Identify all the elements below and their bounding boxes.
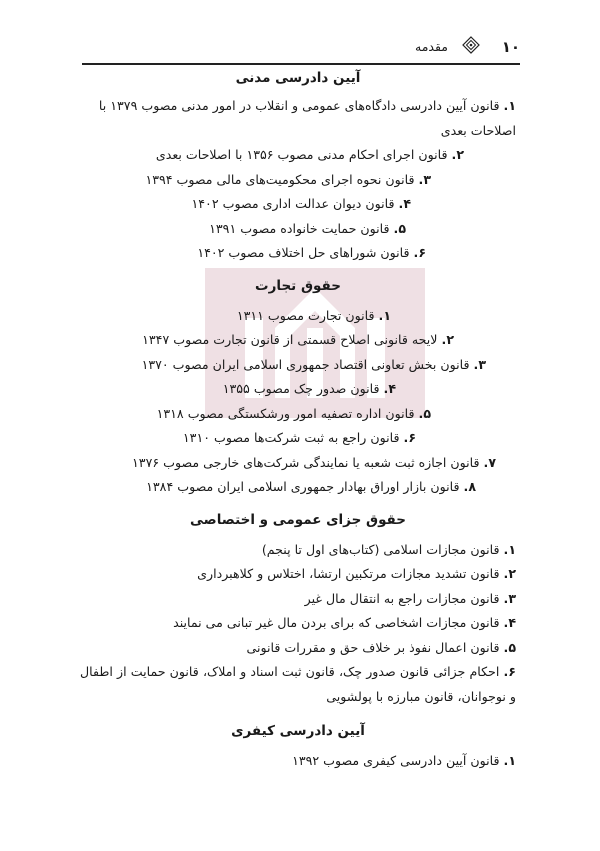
section-civil-procedure <box>80 66 516 266</box>
list-item: ۷. قانون اجازه ثبت شعبه یا نمایندگی شرکت‌های خارجی مصوب ۱۳۷۶ <box>132 454 496 470</box>
list-item: ۵. قانون اعمال نفوذ بر خلاف حق و مقررات قانونی <box>246 639 516 655</box>
list-item: ۶. قانون شوراهای حل اختلاف مصوب ۱۴۰۲ <box>197 245 426 260</box>
list-item: ۱. قانون تجارت مصوب ۱۳۱۱ <box>236 307 391 323</box>
list-item: ۳. قانون نحوه اجرای محکومیت‌های مالی مصوب ۱۳۹۴ <box>145 171 431 187</box>
list-item: ۱. قانون مجازات اسلامی (کتاب‌های اول تا پنجم) <box>261 541 516 557</box>
list-item: ۴. قانون دیوان عدالت اداری مصوب ۱۴۰۲ <box>191 196 411 211</box>
section-criminal-law <box>80 506 516 710</box>
section-title: حقوق تجارت <box>255 277 341 294</box>
page-number: ۱۰ <box>501 38 520 56</box>
section-title: آیین دادرسی مدنی <box>235 70 361 86</box>
section-title: آیین دادرسی کیفری <box>231 723 365 739</box>
list-item: ۲. قانون تشدید مجازات مرتکبین ارتشا، اختلاس و کلاهبرداری <box>197 566 516 581</box>
list-item: ۱. قانون آیین دادرسی کیفری مصوب ۱۳۹۲ <box>292 753 516 768</box>
list-item: ۳. قانون بخش تعاونی اقتصاد جمهوری اسلامی ایران مصوب ۱۳۷۰ <box>141 356 486 372</box>
section-commercial-law <box>80 272 516 500</box>
section-list <box>80 538 516 710</box>
section-list <box>80 749 516 774</box>
running-title: مقدمه <box>415 39 448 54</box>
list-item: ۱. قانون آیین دادرسی دادگاه‌های عمومی و انقلاب در امور مدنی مصوب ۱۳۷۹ با اصلاحات بعدی <box>98 98 516 138</box>
list-item: ۵. قانون حمایت خانواده مصوب ۱۳۹۱ <box>209 220 406 236</box>
list-item: ۸. قانون بازار اوراق بهادار جمهوری اسلامی ایران مصوب ۱۳۸۴ <box>146 479 476 494</box>
list-item: ۶. احکام جزائی قانون صدور چک، قانون ثبت اسناد و املاک، قانون حمایت از اطفال و نوجوانان، قانون مبارزه با پولشویی <box>80 664 516 704</box>
page-header <box>80 36 520 60</box>
diamond-ornament-icon <box>462 36 480 54</box>
list-item: ۵. قانون اداره تصفیه امور ورشکستگی مصوب ۱۳۱۸ <box>156 405 431 421</box>
list-item: ۳. قانون مجازات راجع به انتقال مال غیر <box>304 590 516 606</box>
section-title: حقوق جزای عمومی و اختصاصی <box>190 511 406 528</box>
list-item: ۴. قانون مجازات اشخاصی که برای بردن مال غیر تبانی می نمایند <box>173 615 516 630</box>
section-criminal-procedure <box>80 717 516 774</box>
content <box>80 64 516 774</box>
list-item: ۲. قانون اجرای احکام مدنی مصوب ۱۳۵۶ با اصلاحات بعدی <box>155 147 464 162</box>
list-item: ۴. قانون صدور چک مصوب ۱۳۵۵ <box>222 381 396 396</box>
section-list <box>80 94 516 266</box>
list-item: ۲. لایحه قانونی اصلاح قسمتی از قانون تجارت مصوب ۱۳۴۷ <box>142 332 454 347</box>
list-item: ۶. قانون راجع به ثبت شرکت‌ها مصوب ۱۳۱۰ <box>182 430 416 445</box>
section-list <box>80 304 516 500</box>
